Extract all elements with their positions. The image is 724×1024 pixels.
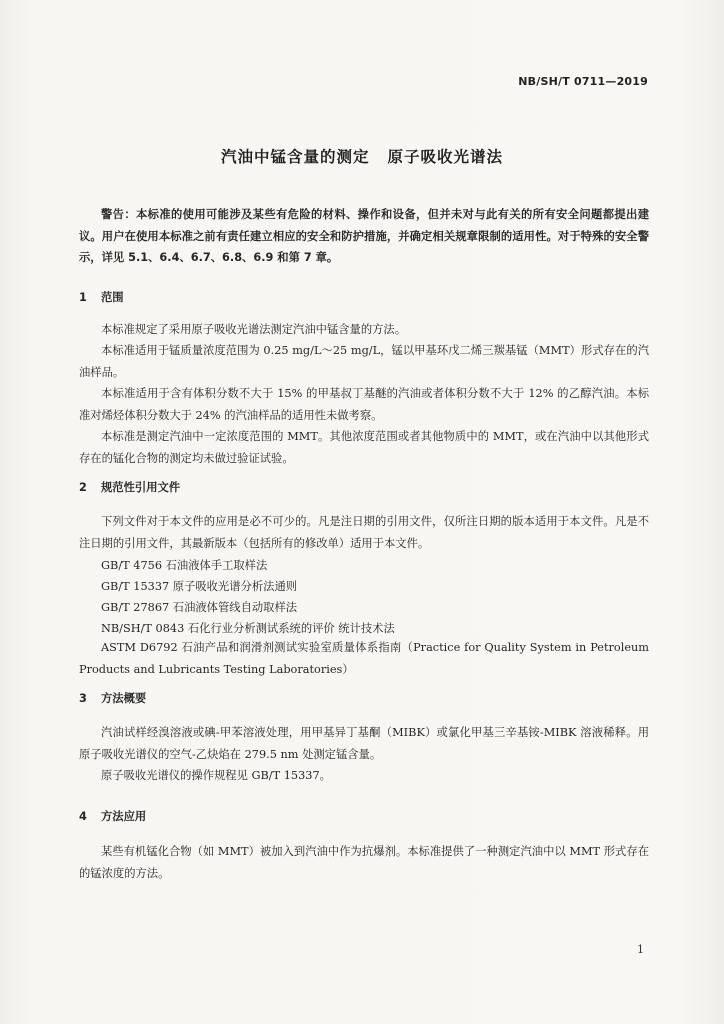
section-heading-scope: [79, 289, 124, 305]
reference-item: ASTM D6792 石油产品和润滑剂测试实验室质量体系指南（Practice for Quality System in Petroleum Products and Lubricants Testing Laboratories）: [79, 641, 649, 676]
paragraph: 汽油试样经溴溶液或碘-甲苯溶液处理，用甲基异丁基酮（MIBK）或氯化甲基三辛基铵-MIBK 溶液稀释。用原子吸收光谱仪的空气-乙炔焰在 279.5 nm 处测定锰含量。: [79, 726, 649, 761]
document-title: [0, 145, 724, 167]
reference-item: GB/T 4756 石油液体手工取样法: [101, 559, 268, 572]
section-number: 4: [79, 810, 87, 823]
reference-item: NB/SH/T 0843 石化行业分析测试系统的评价 统计技术法: [101, 622, 395, 635]
section-title: 规范性引用文件: [101, 481, 181, 494]
paragraph: 本标准适用于锰质量浓度范围为 0.25 mg/L～25 mg/L，锰以甲基环戊二烯三羰基锰（MMT）形式存在的汽油样品。: [79, 344, 649, 379]
paragraph: 原子吸收光谱仪的操作规程见 GB/T 15337。: [101, 769, 331, 782]
section-title: 范围: [101, 291, 124, 304]
reference-item: GB/T 27867 石油液体管线自动取样法: [101, 601, 298, 614]
standard-code: NB/SH/T 0711—2019: [518, 75, 648, 88]
paragraph: 本标准适用于含有体积分数不大于 15% 的甲基叔丁基醚的汽油或者体积分数不大于 12% 的乙醇汽油。本标准对烯烃体积分数大于 24% 的汽油样品的适用性未做考察。: [79, 387, 649, 422]
title-part-2: 原子吸收光谱法: [387, 148, 504, 166]
page-number: 1: [637, 943, 644, 956]
section-heading-normative-references: [79, 479, 180, 495]
title-part-1: 汽油中锰含量的测定: [220, 148, 370, 166]
section-title: 方法应用: [101, 810, 147, 823]
reference-item: GB/T 15337 原子吸收光谱分析法通则: [101, 580, 298, 593]
paragraph: 下列文件对于本文件的应用是必不可少的。凡是注日期的引用文件，仅所注日期的版本适用于本文件。凡是不注日期的引用文件，其最新版本（包括所有的修改单）适用于本文件。: [79, 515, 649, 550]
paragraph: 本标准是测定汽油中一定浓度范围的 MMT。其他浓度范围或者其他物质中的 MMT，或在汽油中以其他形式存在的锰化合物的测定均未做过验证试验。: [79, 430, 649, 465]
section-title: 方法概要: [101, 692, 147, 705]
paragraph: 某些有机锰化合物（如 MMT）被加入到汽油中作为抗爆剂。本标准提供了一种测定汽油中以 MMT 形式存在的锰浓度的方法。: [79, 845, 649, 880]
paragraph: 本标准规定了采用原子吸收光谱法测定汽油中锰含量的方法。: [101, 323, 407, 336]
section-number: 3: [79, 692, 87, 705]
section-heading-method-summary: [79, 690, 146, 706]
section-number: 2: [79, 481, 87, 494]
section-heading-method-application: [79, 808, 146, 824]
section-number: 1: [79, 291, 87, 304]
safety-warning: 警告：本标准的使用可能涉及某些有危险的材料、操作和设备，但并未对与此有关的所有安全问题都提出建议。用户在使用本标准之前有责任建立相应的安全和防护措施，并确定相关规章限制的适用性。对于特殊的安全警示，详见 5.1、6.4、6.7、6.8、6.9 和第 7 章。: [79, 208, 649, 264]
